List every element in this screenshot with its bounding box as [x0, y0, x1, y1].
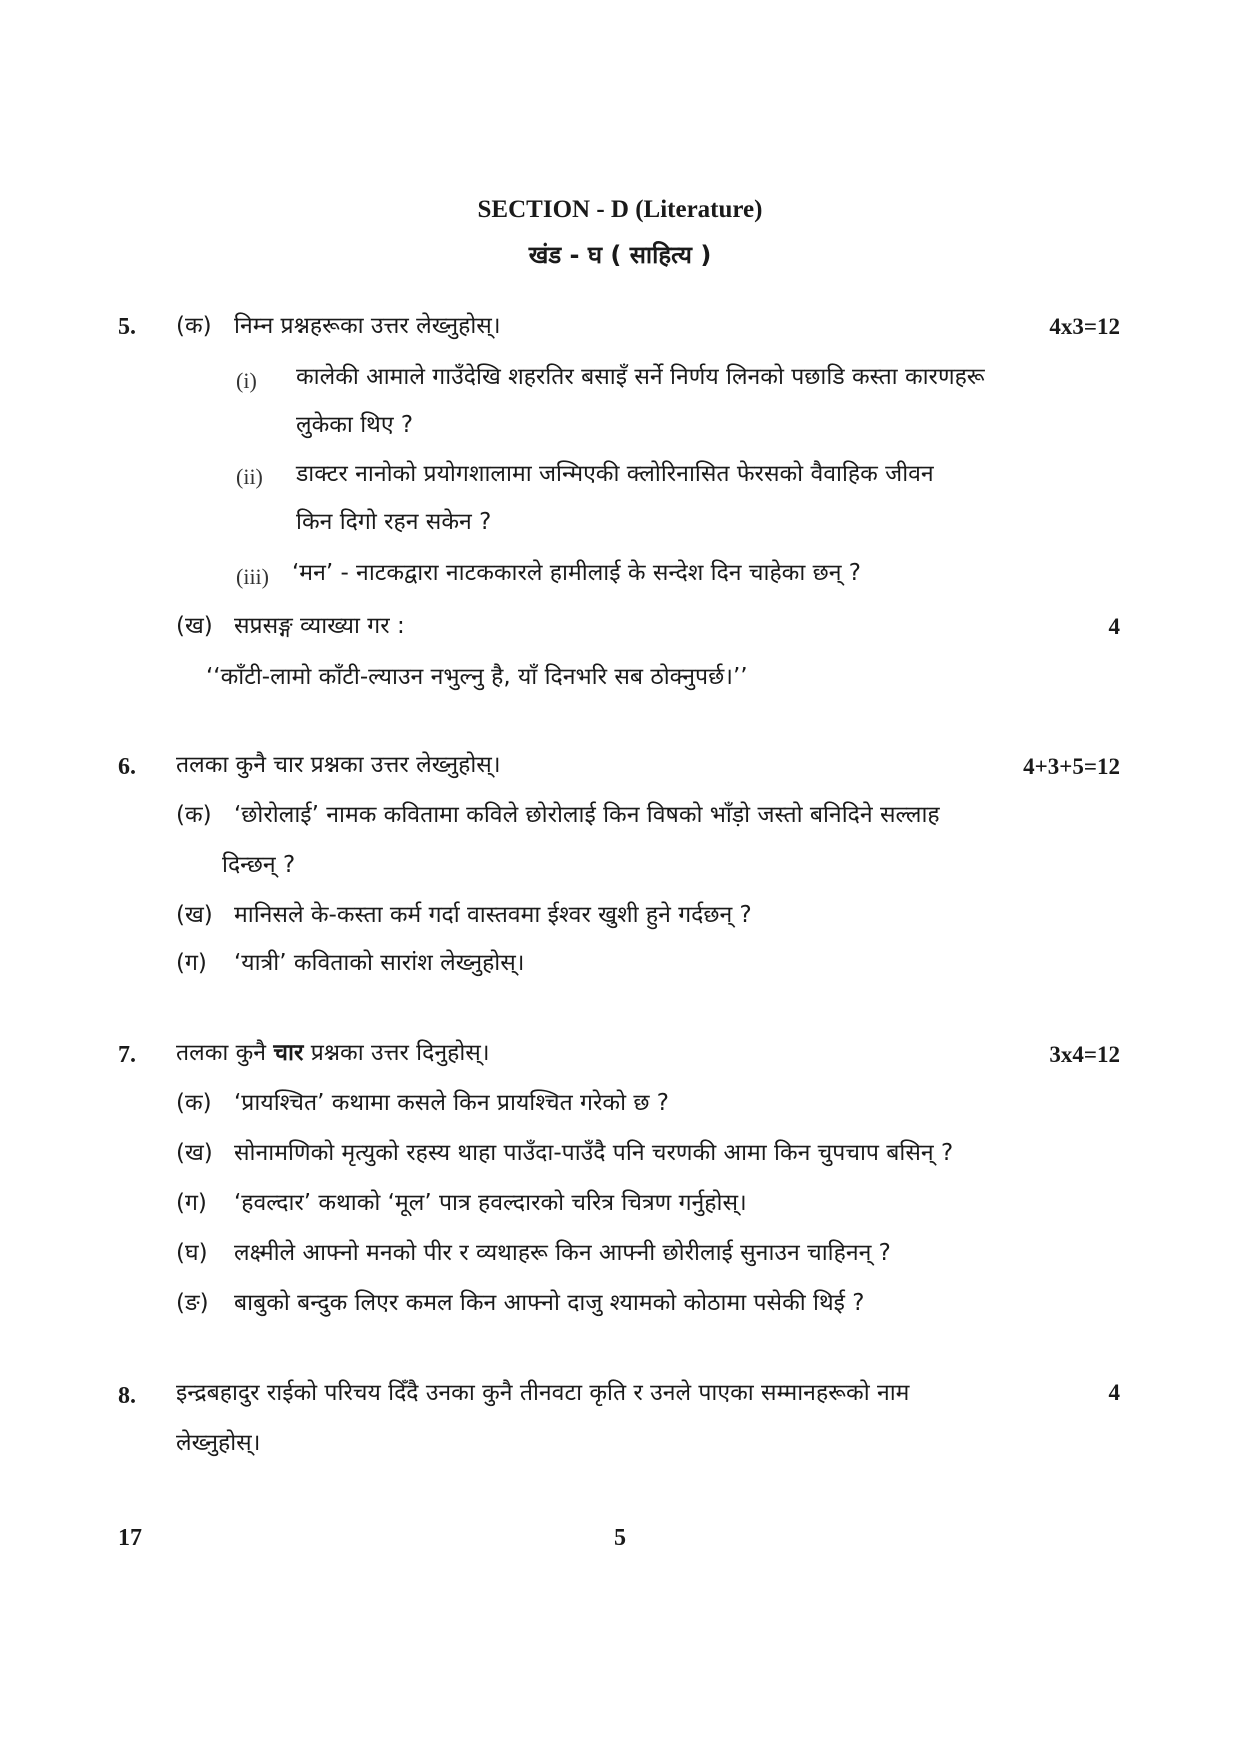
question-7-item-1-label: (क) [176, 1090, 212, 1116]
question-6-marks: 4+3+5=12 [1023, 754, 1120, 779]
question-5a-item-2-label: (ii) [236, 464, 263, 489]
question-7-text-bold: चार [273, 1040, 304, 1066]
question-6-item-2-line-1: मानिसले के-कस्ता कर्म गर्दा वास्तवमा ईश्वर खुशी हुने गर्दछन् ? [234, 902, 752, 928]
question-6-text: तलका कुनै चार प्रश्नका उत्तर लेख्नुहोस्। [176, 752, 501, 778]
question-5a-text: निम्न प्रश्नहरूका उत्तर लेख्नुहोस्। [234, 313, 501, 339]
question-5b-quote: ‘‘काँटी-लामो काँटी-ल्याउन नभुल्नु है, याँ दिनभरि सब ठोक्नुपर्छ।’’ [206, 664, 748, 690]
question-6-item-1-label: (क) [176, 802, 212, 828]
question-5a-item-2-line-1: डाक्टर नानोको प्रयोगशालामा जन्मिएकी क्लोरिनासित फेरसको वैवाहिक जीवन [296, 461, 934, 487]
question-7-item-5-line-1: बाबुको बन्दुक लिएर कमल किन आफ्नो दाजु श्यामको कोठामा पसेकी थिई ? [234, 1290, 865, 1316]
question-7-item-1-line-1: ‘प्रायश्चित’ कथामा कसले किन प्रायश्चित गरेको छ ? [234, 1090, 669, 1116]
question-5-number: 5. [118, 314, 136, 340]
question-5b-marks: 4 [1108, 614, 1120, 639]
question-7-item-2-label: (ख) [176, 1140, 213, 1166]
question-8-number: 8. [118, 1383, 136, 1409]
question-5a-item-3-line-1: ‘मन’ - नाटकद्वारा नाटककारले हामीलाई के सन्देश दिन चाहेका छन् ? [292, 560, 861, 586]
question-7-item-4-label: (घ) [176, 1240, 208, 1266]
question-5b-text: सप्रसङ्ग व्याख्या गर : [234, 613, 405, 639]
section-title-np: खंड - घ ( साहित्य ) [528, 241, 712, 269]
page-number: 5 [614, 1525, 626, 1551]
question-5a-item-1-label: (i) [236, 368, 257, 393]
question-5a-item-1-line-1: कालेकी आमाले गाउँदेखि शहरतिर बसाइँ सर्ने निर्णय लिनको पछाडि कस्ता कारणहरू [296, 364, 985, 390]
question-7-item-3-line-1: ‘हवल्दार’ कथाको ‘मूल’ पात्र हवल्दारको चरित्र चित्रण गर्नुहोस्। [234, 1190, 747, 1216]
question-7-item-3-label: (ग) [176, 1190, 207, 1216]
question-7-text-pre: तलका कुनै [176, 1040, 267, 1066]
question-7-marks: 3x4=12 [1049, 1042, 1120, 1067]
question-5a-item-3-label: (iii) [236, 564, 269, 589]
question-5b-label: (ख) [176, 613, 213, 639]
question-8-line-2: लेख्नुहोस्। [176, 1430, 261, 1456]
question-6-item-1-line-2: दिन्छन् ? [222, 852, 296, 878]
question-6-item-3-label: (ग) [176, 950, 207, 976]
question-7-item-2-line-1: सोनामणिको मृत्युको रहस्य थाहा पाउँदा-पाउँदै पनि चरणकी आमा किन चुपचाप बसिन् ? [234, 1140, 954, 1166]
question-5a-marks: 4x3=12 [1049, 314, 1120, 339]
question-7-text [176, 1031, 490, 1075]
question-7-number: 7. [118, 1042, 136, 1068]
question-5a-label: (क) [176, 313, 212, 339]
question-6-item-1-line-1: ‘छोरोलाई’ नामक कवितामा कविले छोरोलाई किन विषको भाँड़ो जस्तो बनिदिने सल्लाह [234, 802, 940, 828]
section-title-en: SECTION - D (Literature) [477, 196, 763, 223]
question-7-item-5-label: (ङ) [176, 1290, 209, 1316]
question-7-item-4-line-1: लक्ष्मीले आफ्नो मनको पीर र व्यथाहरू किन आफ्नी छोरीलाई सुनाउन चाहिनन् ? [234, 1240, 891, 1266]
footer-code: 17 [118, 1525, 142, 1551]
question-5a-item-1-line-2: लुकेका थिए ? [296, 412, 414, 438]
question-5a-item-2-line-2: किन दिगो रहन सकेन ? [296, 509, 492, 535]
question-6-number: 6. [118, 754, 136, 780]
question-8-line-1: इन्द्रबहादुर राईको परिचय दिँदै उनका कुनै तीनवटा कृति र उनले पाएका सम्मानहरूको नाम [176, 1380, 910, 1406]
question-6-item-2-label: (ख) [176, 902, 213, 928]
question-7-text-post: प्रश्नका उत्तर दिनुहोस्। [310, 1040, 490, 1066]
question-8-marks: 4 [1108, 1380, 1120, 1405]
question-6-item-3-line-1: ‘यात्री’ कविताको सारांश लेख्नुहोस्। [234, 950, 525, 976]
